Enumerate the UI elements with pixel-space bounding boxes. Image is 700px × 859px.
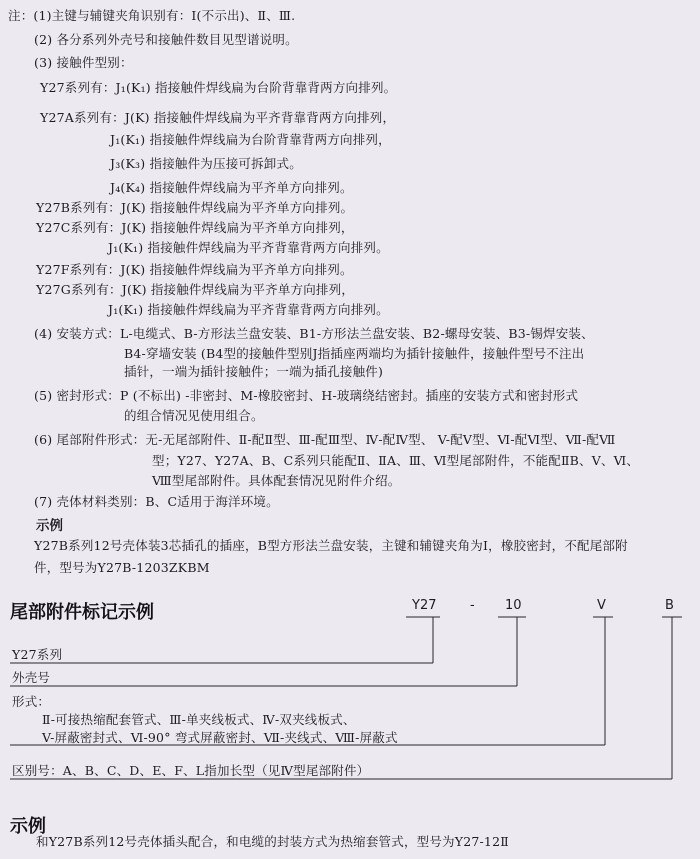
example2-text: 和Y27B系列12号壳体插头配合，和电缆的封装方式为热缩套管式，型号为Y27-12Ⅱ: [36, 834, 509, 849]
label-variant: 区别号：A、B、C、D、E、F、L指加长型（见Ⅳ型尾部附件）: [12, 763, 370, 778]
note-y27a-j4: J₄(K₄) 指接触件焊线扁为平齐单方向排列。: [110, 180, 353, 195]
note-4: (4) 安装方式：L-电缆式、B-方形法兰盘安装、B1-方形法兰盘安装、B2-螺母安装、B3-锡焊安装、: [34, 326, 594, 341]
note-4-cont2: 插针，一端为插针接触件；一端为插孔接触件): [124, 364, 384, 379]
note-5-cont: 的组合情况见使用组合。: [124, 408, 264, 423]
note-5: (5) 密封形式：P (不标出) -非密封、M-橡胶密封、H-玻璃绕结密封。插座的安装方式和密封形式: [34, 388, 579, 403]
note-7: (7) 壳体材料类别：B、C适用于海洋环境。: [34, 494, 279, 509]
note-6: (6) 尾部附件形式：无-无尾部附件、Ⅱ-配Ⅱ型、Ⅲ-配Ⅲ型、Ⅳ-配Ⅳ型、 V-配Ⅴ型、Ⅵ-配Ⅵ型、Ⅶ-配Ⅶ: [34, 432, 616, 447]
tail-title: 尾部附件标记示例: [10, 602, 154, 623]
note-y27g: Y27G系列有：J(K) 指接触件焊线扁为平齐单方向排列，: [36, 282, 355, 297]
note-y27c: Y27C系列有：J(K) 指接触件焊线扁为平齐单方向排列，: [36, 220, 354, 235]
example1-text1: Y27B系列12号壳体装3芯插孔的插座，B型方形法兰盘安装，主键和辅键夹角为I，橡胶密封，不配尾部附: [34, 538, 628, 553]
note-4-cont1: B4-穿墙安装 (B4型的接触件型别J指插座两端均为插针接触件，接触件型号不注出: [124, 346, 585, 361]
note-6-cont2: Ⅷ型尾部附件。具体配套情况见附件介绍。: [152, 473, 401, 488]
code-form: V: [597, 598, 606, 613]
label-series: Y27系列: [12, 647, 63, 662]
example2-heading: 示例: [10, 816, 46, 837]
label-form: 形式：: [12, 694, 51, 709]
label-shell: 外壳号: [12, 670, 51, 685]
note-y27g-j1: J₁(K₁) 指接触件焊线扁为平齐背靠背两方向排列。: [108, 302, 389, 317]
example1-heading: 示例: [36, 518, 63, 534]
note-y27a-j1: J₁(K₁) 指接触件焊线扁为台阶背靠背两方向排列，: [110, 132, 391, 147]
label-form-line1: Ⅱ-可接热缩配套管式、Ⅲ-单夹线板式、Ⅳ-双夹线板式、: [42, 712, 356, 727]
label-form-line2: V-屏蔽密封式、Ⅵ-90° 弯式屏蔽密封、Ⅶ-夹线式、Ⅷ-屏蔽式: [42, 730, 398, 745]
note-y27: Y27系列有：J₁(K₁) 指接触件焊线扁为台阶背靠背两方向排列。: [40, 80, 397, 95]
note-6-cont1: 型；Y27、Y27A、B、C系列只能配Ⅱ、ⅡA、Ⅲ、Ⅵ型尾部附件，不能配ⅡB、Ⅴ、Ⅵ、: [152, 453, 640, 468]
example1-text2: 件，型号为Y27B-1203ZKBM: [34, 560, 210, 575]
note-y27a-j3: J₃(K₃) 指接触件为压接可拆卸式。: [110, 156, 302, 171]
note-2: (2) 各分系列外壳号和接触件数目见型谱说明。: [34, 32, 298, 47]
code-shell: 10: [505, 598, 522, 613]
note-3: (3) 接触件型别：: [34, 55, 133, 70]
note-y27a: Y27A系列有：J(K) 指接触件焊线扁为平齐背靠背两方向排列，: [40, 110, 396, 125]
note-y27b: Y27B系列有：J(K) 指接触件焊线扁为平齐单方向排列。: [36, 200, 354, 215]
code-dash: -: [470, 598, 475, 613]
note-y27f: Y27F系列有：J(K) 指接触件焊线扁为平齐单方向排列。: [36, 262, 353, 277]
code-series: Y27: [412, 598, 437, 613]
note-y27c-j1: J₁(K₁) 指接触件焊线扁为平齐背靠背两方向排列。: [108, 240, 389, 255]
code-variant: B: [665, 598, 674, 613]
note-1: 注：(1)主键与辅键夹角识别有：I(不示出)、Ⅱ、Ⅲ.: [8, 8, 296, 23]
